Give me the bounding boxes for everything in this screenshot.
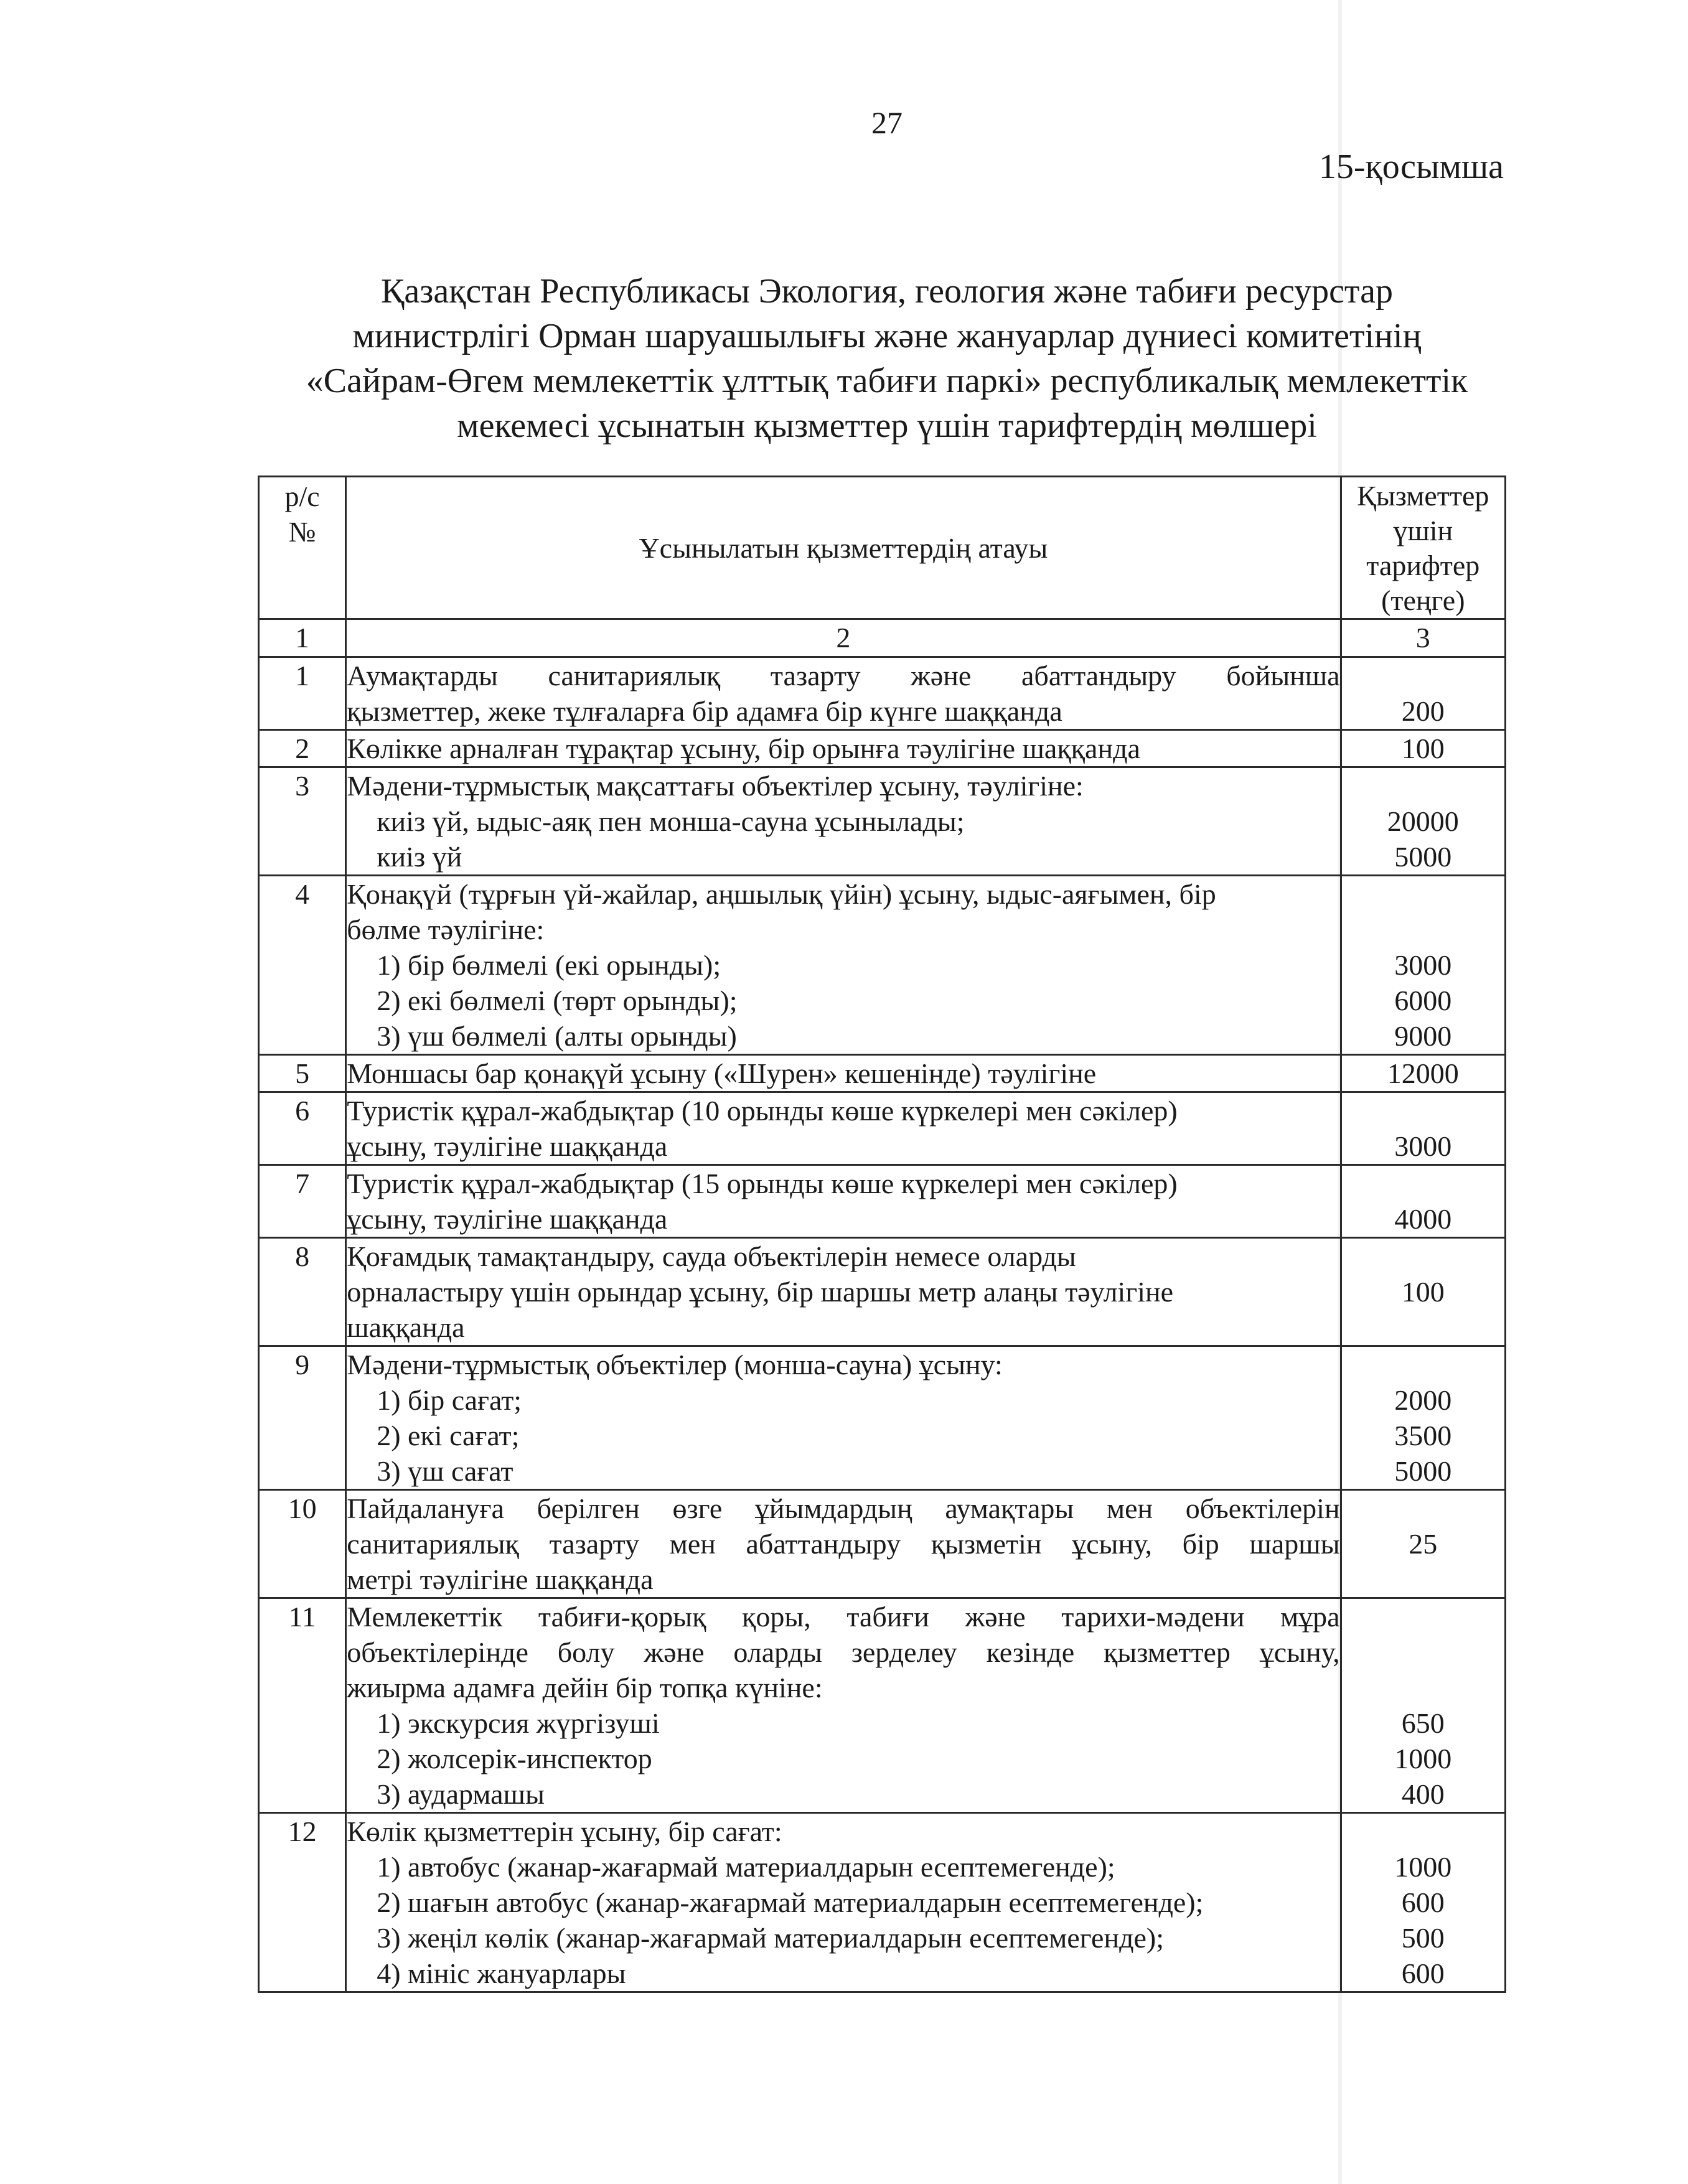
table-row — [259, 1055, 1506, 1092]
tariff-amount: 6000 — [1394, 985, 1452, 1016]
tariff-values — [1342, 1491, 1504, 1597]
tariff-amount: 5000 — [1394, 841, 1452, 873]
tariff-amount: 3500 — [1394, 1420, 1452, 1451]
title-line: министрлігі Орман шаруашылығы және жануарлар дүниесі комитетінің — [352, 317, 1422, 355]
service-description — [346, 1490, 1341, 1598]
description-subitem: 1) автобус (жанар-жағармай материалдарын есептемегенде); — [377, 1851, 1115, 1883]
table-row — [259, 1346, 1506, 1490]
description-subitem: 2) екі бөлмелі (төрт орынды); — [377, 985, 738, 1016]
description-line: ұсыну, тәулігіне шаққанда — [347, 1130, 668, 1162]
tariff-value — [1341, 1165, 1505, 1238]
table-row — [259, 1092, 1506, 1165]
description-subitem: киіз үй — [377, 841, 462, 873]
tariff-amount: 200 — [1401, 695, 1445, 727]
tariff-amount: 2000 — [1394, 1384, 1452, 1416]
row-number: 5 — [259, 1055, 346, 1092]
table-row — [259, 1598, 1506, 1813]
tariff-amount: 4000 — [1394, 1203, 1452, 1235]
description-line: бөлме тәулігіне: — [347, 914, 545, 945]
service-description — [346, 1238, 1341, 1346]
service-description — [346, 1598, 1341, 1813]
tariff-value — [1341, 876, 1505, 1055]
description-subitem: 3) үш сағат — [377, 1455, 513, 1487]
service-description — [346, 657, 1341, 730]
header-text: үшін — [1393, 515, 1453, 546]
description-line: Қоғамдық тамақтандыру, сауда объектілерін немесе оларды — [347, 1240, 1076, 1272]
tariff-amount: 1000 — [1394, 1851, 1452, 1883]
description-line: Көлікке арналған тұрақтар ұсыну, бір орынға тәулігіне шаққанда — [347, 733, 1140, 764]
description-line: Мемлекеттік табиғи-қорық қоры, табиғи және тарихи-мәдени мұра — [347, 1601, 1340, 1633]
tariff-value — [1341, 657, 1505, 730]
tariff-amount: 650 — [1401, 1707, 1445, 1739]
column-number: 3 — [1341, 619, 1505, 657]
header-service-name: Ұсынылатын қызметтердің атауы — [346, 477, 1341, 619]
row-number: 11 — [259, 1598, 346, 1813]
service-description — [346, 730, 1341, 767]
tariff-amount: 9000 — [1394, 1020, 1452, 1052]
document-title — [0, 269, 1688, 448]
tariff-values — [1342, 876, 1504, 1054]
description-line: жиырма адамға дейін бір топқа күніне: — [347, 1672, 823, 1704]
row-number: 7 — [259, 1165, 346, 1238]
tariff-amount: 3000 — [1394, 949, 1452, 981]
service-description — [346, 1813, 1341, 1992]
description-line: санитариялық тазарту мен абаттандыру қызметін ұсыну, бір шаршы — [347, 1528, 1340, 1560]
tariff-amount: 1000 — [1394, 1743, 1452, 1774]
column-numbers-row — [259, 619, 1506, 657]
description-line: Қонақүй (тұрғын үй-жайлар, аңшылық үйін) ұсыну, ыдыс-аяғымен, бір — [347, 878, 1216, 910]
row-number: 4 — [259, 876, 346, 1055]
tariff-amount: 20000 — [1387, 805, 1459, 837]
description-line: Мәдени-тұрмыстық объектілер (монша-сауна) ұсыну: — [347, 1349, 1003, 1380]
header-text: № — [288, 516, 316, 548]
tariff-table — [258, 476, 1506, 1993]
row-number: 8 — [259, 1238, 346, 1346]
tariff-value — [1341, 730, 1505, 767]
table-header-row — [259, 477, 1506, 619]
table-row — [259, 1490, 1506, 1598]
description-line: орналастыру үшін орындар ұсыну, бір шаршы метр алаңы тәулігіне — [347, 1276, 1174, 1308]
header-number — [259, 477, 346, 619]
description-subitem: 3) аудармашы — [377, 1778, 545, 1810]
description-line: қызметтер, жеке тұлғаларға бір адамға бір күнге шаққанда — [347, 695, 1062, 727]
tariff-value — [1341, 1490, 1505, 1598]
tariff-value — [1341, 1813, 1505, 1992]
description-line: шаққанда — [347, 1311, 465, 1343]
header-tariff — [1341, 477, 1505, 619]
title-line: Қазақстан Республикасы Экология, геология және табиғи ресурстар — [381, 272, 1393, 311]
tariff-value — [1341, 767, 1505, 876]
row-number: 9 — [259, 1346, 346, 1490]
tariff-values — [1342, 768, 1504, 874]
tariff-values — [1342, 1599, 1504, 1812]
row-number: 1 — [259, 657, 346, 730]
description-line: Аумақтарды санитариялық тазарту және абаттандыру бойынша — [347, 660, 1340, 691]
description-line: Туристік құрал-жабдықтар (10 орынды көше күркелері мен сәкілер) — [347, 1095, 1178, 1127]
description-line: Мәдени-тұрмыстық мақсаттағы объектілер ұсыну, тәулігіне: — [347, 770, 1084, 802]
description-subitem: 4) мініс жануарлары — [377, 1957, 626, 1989]
tariff-values — [1342, 1239, 1504, 1345]
description-subitem: 2) шағын автобус (жанар-жағармай материалдарын есептемегенде); — [377, 1886, 1204, 1918]
page-number: 27 — [871, 105, 903, 140]
service-description — [346, 1092, 1341, 1165]
description-subitem: 3) үш бөлмелі (алты орынды) — [377, 1020, 737, 1052]
tariff-value — [1341, 1598, 1505, 1813]
tariff-values — [1342, 1347, 1504, 1489]
description-subitem: 2) екі сағат; — [377, 1420, 520, 1451]
tariff-value — [1341, 1092, 1505, 1165]
row-number: 6 — [259, 1092, 346, 1165]
row-number: 3 — [259, 767, 346, 876]
description-line: Туристік құрал-жабдықтар (15 орынды көше күркелері мен сәкілер) — [347, 1168, 1178, 1199]
tariff-values — [1342, 1093, 1504, 1164]
tariff-values — [1342, 1814, 1504, 1991]
tariff-value — [1341, 1346, 1505, 1490]
tariff-amount: 100 — [1401, 1276, 1445, 1308]
table-row — [259, 1238, 1506, 1346]
tariff-amount: 25 — [1409, 1528, 1438, 1560]
tariff-amount: 600 — [1401, 1886, 1445, 1918]
description-line: Көлік қызметтерін ұсыну, бір сағат: — [347, 1816, 782, 1847]
column-number: 1 — [259, 619, 346, 657]
service-description — [346, 1165, 1341, 1238]
table-row — [259, 767, 1506, 876]
tariff-value — [1341, 1238, 1505, 1346]
description-line: ұсыну, тәулігіне шаққанда — [347, 1203, 668, 1235]
row-number: 2 — [259, 730, 346, 767]
table-row — [259, 730, 1506, 767]
description-subitem: киіз үй, ыдыс-аяқ пен монша-сауна ұсынылады; — [377, 805, 965, 837]
annex-label: 15-қосымша — [1318, 148, 1504, 186]
tariff-amount: 400 — [1401, 1778, 1445, 1810]
row-number: 12 — [259, 1813, 346, 1992]
service-description — [346, 876, 1341, 1055]
description-line: метрі тәулігіне шаққанда — [347, 1563, 654, 1595]
tariff-amount: 100 — [1401, 733, 1445, 764]
header-text: тарифтер — [1366, 550, 1480, 581]
description-subitem: 3) жеңіл көлік (жанар-жағармай материалдарын есептемегенде); — [377, 1922, 1165, 1954]
table-row — [259, 1165, 1506, 1238]
title-line: мекемесі ұсынатын қызметтер үшін тарифтердің мөлшері — [457, 406, 1317, 445]
service-description — [346, 767, 1341, 876]
tariff-values — [1342, 658, 1504, 729]
header-text: (теңге) — [1381, 584, 1465, 616]
service-description — [346, 1346, 1341, 1490]
tariff-amount: 12000 — [1387, 1057, 1459, 1089]
tariff-amount: 500 — [1401, 1922, 1445, 1954]
tariff-value — [1341, 1055, 1505, 1092]
tariff-values — [1342, 731, 1504, 766]
description-line: Пайдалануға берілген өзге ұйымдардың аумақтары мен объектілерін — [347, 1493, 1340, 1524]
table-row — [259, 876, 1506, 1055]
description-line: объектілерінде болу және оларды зерделеу кезінде қызметтер ұсыну, — [347, 1636, 1340, 1668]
tariff-amount: 5000 — [1394, 1455, 1452, 1487]
tariff-amount: 3000 — [1394, 1130, 1452, 1162]
tariff-values — [1342, 1056, 1504, 1091]
header-text: р/с — [284, 480, 320, 512]
service-description — [346, 1055, 1341, 1092]
description-subitem: 1) бір бөлмелі (екі орынды); — [377, 949, 721, 981]
description-subitem: 1) экскурсия жүргізуші — [377, 1707, 660, 1739]
title-line: «Сайрам-Өгем мемлекеттік ұлттық табиғи паркі» республикалық мемлекеттік — [306, 362, 1468, 400]
table-row — [259, 1813, 1506, 1992]
description-subitem: 2) жолсерік-инспектор — [377, 1743, 652, 1774]
tariff-values — [1342, 1166, 1504, 1237]
description-line: Моншасы бар қонақүй ұсыну («Шурен» кешенінде) тәулігіне — [347, 1057, 1097, 1089]
description-subitem: 1) бір сағат; — [377, 1384, 522, 1416]
column-number: 2 — [346, 619, 1341, 657]
tariff-amount: 600 — [1401, 1957, 1445, 1989]
table-row — [259, 657, 1506, 730]
header-text: Қызметтер — [1357, 480, 1489, 512]
row-number: 10 — [259, 1490, 346, 1598]
